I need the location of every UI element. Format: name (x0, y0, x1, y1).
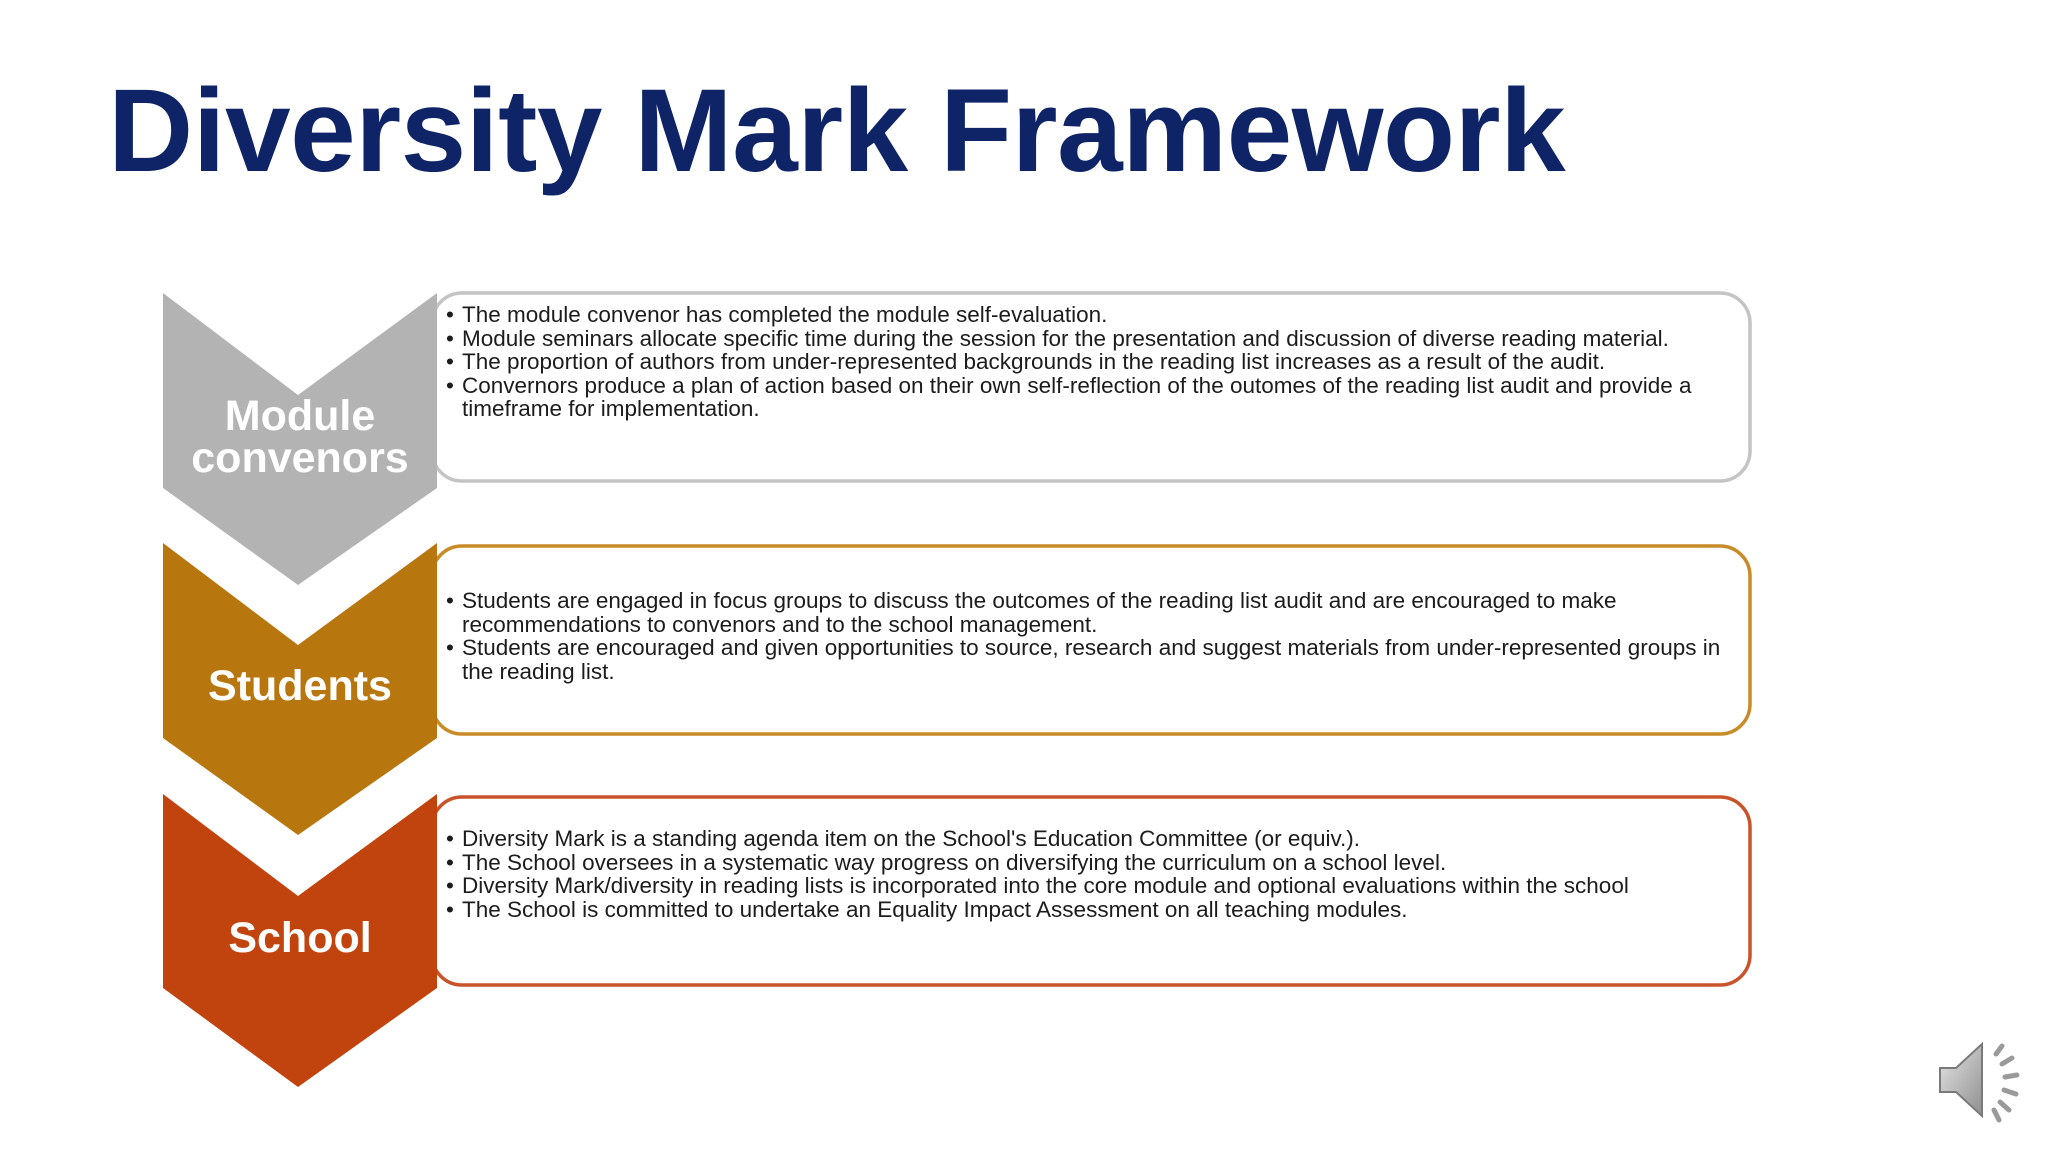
panel-students-text (446, 589, 1736, 683)
bullet-list (446, 827, 1736, 921)
label-module-convenors-line1: Module (224, 392, 376, 440)
panel-module-convenors-text (446, 303, 1736, 421)
panel-school-text (446, 827, 1736, 921)
list-item: • The School oversees in a systematic way progress on diversifying the curriculum on a school level. (446, 851, 1736, 875)
bullet-list (446, 589, 1736, 683)
label-school: School (228, 914, 372, 962)
bullet-list (446, 303, 1736, 421)
label-module-convenors-line2: convenors (191, 434, 409, 482)
list-item: • The School is committed to undertake an Equality Impact Assessment on all teaching modules. (446, 898, 1736, 922)
list-item: • The proportion of authors from under-represented backgrounds in the reading list increases as a result of the audit. (446, 350, 1736, 374)
list-item: • Module seminars allocate specific time during the session for the presentation and discussion of diverse reading material. (446, 327, 1736, 351)
slide-title: Diversity Mark Framework (108, 65, 1566, 197)
list-item: • Students are encouraged and given opportunities to source, research and suggest materials from under-represented groups in the reading list. (446, 636, 1736, 683)
list-item: • Convernors produce a plan of action based on their own self-reflection of the outomes of the reading list audit and provide a timeframe for implementation. (446, 374, 1736, 421)
list-item: • Students are engaged in focus groups to discuss the outcomes of the reading list audit and are encouraged to make recommendations to convenors and to the school management. (446, 589, 1736, 636)
speaker-icon[interactable] (1926, 1030, 2038, 1130)
list-item: • The module convenor has completed the module self-evaluation. (446, 303, 1736, 327)
list-item: • Diversity Mark/diversity in reading lists is incorporated into the core module and optional evaluations within the school (446, 874, 1736, 898)
label-students: Students (208, 662, 392, 710)
list-item: • Diversity Mark is a standing agenda item on the School's Education Committee (or equiv.). (446, 827, 1736, 851)
